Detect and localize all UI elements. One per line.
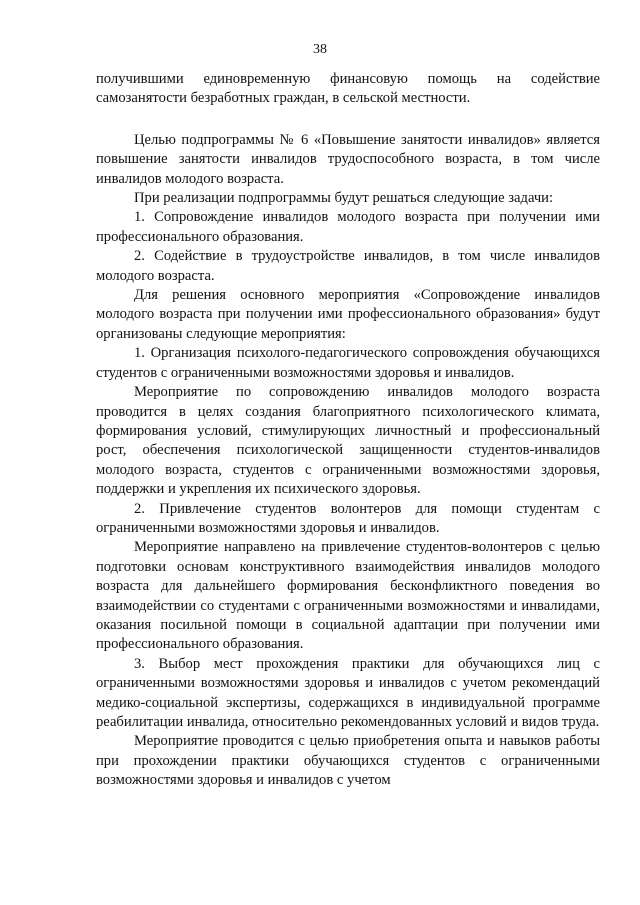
paragraph-activity-2-description: Мероприятие направлено на привлечение студентов-волонтеров с целью подготовки основам конструктивного взаимодействия инвалидов молодого возраста для дальнейшего формирования бесконфликтного поведения во взаимодействии со студентами с ограниченными возможностями и инвалидами, оказания посильной помощи в социальной адаптации при получении ими профессионального образования. bbox=[96, 539, 600, 653]
paragraph-subprogram-goal: Целью подпрограммы № 6 «Повышение занятости инвалидов» является повышение занятости инвалидов трудоспособного возраста, в том числе инвалидов молодого возраста. bbox=[96, 131, 600, 187]
paragraph-activity-2: 2. Привлечение студентов волонтеров для помощи студентам с ограниченными возможностями здоровья и инвалидов. bbox=[96, 500, 600, 536]
paragraph-tasks-intro: При реализации подпрограммы будут решаться следующие задачи: bbox=[134, 190, 554, 207]
document-body bbox=[96, 70, 600, 791]
paragraph-continuation: получившими единовременную финансовую помощь на содействие самозанятости безработных граждан, в сельской местности. bbox=[96, 71, 600, 107]
paragraph-task-1: 1. Сопровождение инвалидов молодого возраста при получении ими профессионального образования. bbox=[96, 209, 600, 245]
paragraph-activity-3: 3. Выбор мест прохождения практики для обучающихся лиц с ограниченными возможностями здоровья и инвалидов с учетом рекомендаций медико-социальной экспертизы, содержащихся в индивидуальной программе реабилитации инвалида, относительно рекомендованных условий и видов труда. bbox=[96, 655, 600, 730]
paragraph-activity-3-description: Мероприятие проводится с целью приобретения опыта и навыков работы при прохождении практики обучающихся студентов с ограниченными возможностями здоровья и инвалидов с учетом bbox=[96, 733, 600, 789]
paragraph-activity-1: 1. Организация психолого-педагогического сопровождения обучающихся студентов с ограниченными возможностями здоровья и инвалидов. bbox=[96, 345, 600, 381]
page-number: 38 bbox=[313, 42, 327, 57]
paragraph-main-activity: Для решения основного мероприятия «Сопровождение инвалидов молодого возраста при получении ими профессионального образования» будут организованы следующие мероприятия: bbox=[96, 287, 600, 342]
paragraph-task-2: 2. Содействие в трудоустройстве инвалидов, в том числе инвалидов молодого возраста. bbox=[96, 248, 600, 284]
paragraph-activity-1-description: Мероприятие по сопровождению инвалидов молодого возраста проводится в целях создания благоприятного психологического климата, формирования условий, стимулирующих личностный и профессиональный рост, обеспечения психологической защищенности студентов-инвалидов молодого возраста, студентов с ограниченными возможностями здоровья, поддержки и укрепления их психического здоровья. bbox=[96, 384, 600, 498]
